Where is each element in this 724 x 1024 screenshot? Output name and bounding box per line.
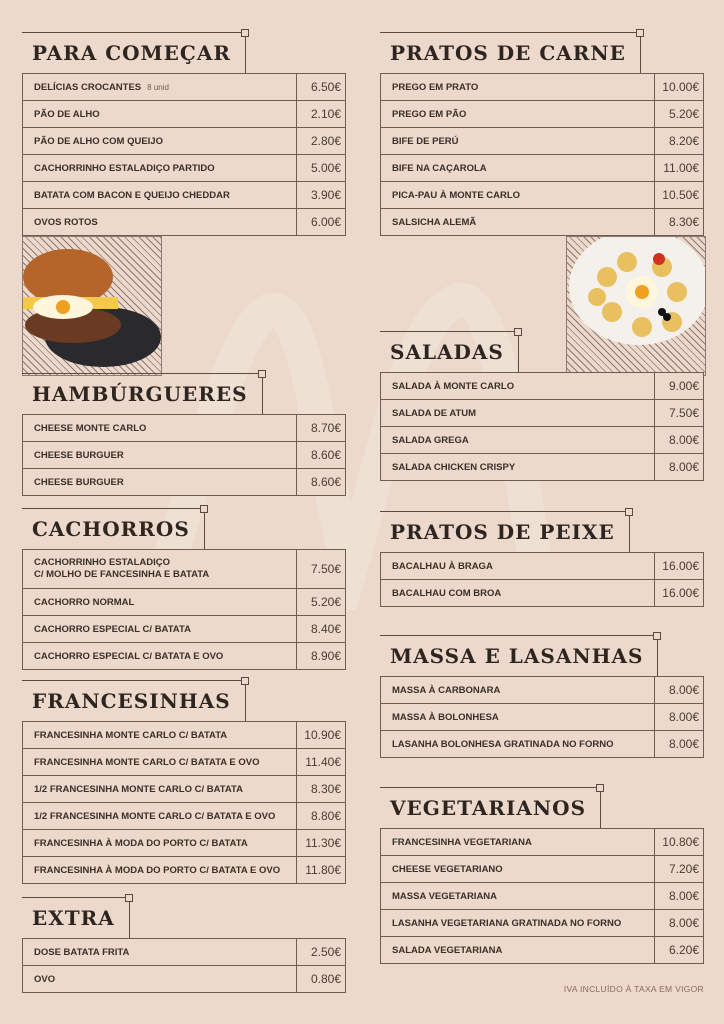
section-title: MASSA E LASANHAS xyxy=(390,644,644,668)
item-name: PÃO DE ALHO COM QUEIJO xyxy=(34,135,163,147)
menu-item-price: 9.00€ xyxy=(655,373,704,400)
menu-table xyxy=(22,938,346,993)
section-title: EXTRA xyxy=(32,906,115,930)
menu-item-name xyxy=(23,857,297,884)
section-extra xyxy=(22,897,346,993)
item-name: 1/2 FRANCESINHA MONTE CARLO C/ BATATA E OVO xyxy=(34,810,276,822)
menu-item-price: 3.90€ xyxy=(297,182,346,209)
item-name: OVOS ROTOS xyxy=(34,216,98,228)
menu-item-name xyxy=(381,677,655,704)
menu-item-row xyxy=(381,454,704,481)
item-name: FRANCESINHA MONTE CARLO C/ BATATA E OVO xyxy=(34,756,260,768)
menu-table xyxy=(380,828,704,964)
section-title: VEGETARIANOS xyxy=(390,796,587,820)
menu-item-price: 8.90€ xyxy=(297,643,346,670)
section-title: CACHORROS xyxy=(32,517,190,541)
menu-item-row xyxy=(23,966,346,993)
section-title: HAMBÚRGUERES xyxy=(32,382,248,406)
item-name: SALSICHA ALEMÃ xyxy=(392,216,477,228)
section-vegetarianos xyxy=(380,787,704,964)
menu-item-name xyxy=(381,829,655,856)
item-name: MASSA VEGETARIANA xyxy=(392,890,498,902)
corner-square-ornament xyxy=(636,29,644,37)
item-name: CACHORRO NORMAL xyxy=(34,596,135,608)
corner-square-ornament xyxy=(241,29,249,37)
section-title: PRATOS DE CARNE xyxy=(390,41,626,65)
menu-item-name xyxy=(381,209,655,236)
menu-item-name xyxy=(23,776,297,803)
menu-item-name xyxy=(23,722,297,749)
menu-item-name xyxy=(23,182,297,209)
corner-square-ornament xyxy=(125,894,133,902)
menu-item-row xyxy=(23,209,346,236)
corner-square-ornament xyxy=(596,784,604,792)
menu-item-name xyxy=(23,966,297,993)
menu-item-price: 8.30€ xyxy=(655,209,704,236)
section-title-box xyxy=(380,511,630,552)
menu-item-price: 7.50€ xyxy=(297,550,346,589)
item-name: FRANCESINHA À MODA DO PORTO C/ BATATA E OVO xyxy=(34,864,281,876)
menu-item-price: 8.70€ xyxy=(297,415,346,442)
menu-item-row xyxy=(23,749,346,776)
menu-item-row xyxy=(381,580,704,607)
menu-item-price: 11.00€ xyxy=(655,155,704,182)
menu-item-name xyxy=(381,155,655,182)
item-name: SALADA CHICKEN CRISPY xyxy=(392,461,516,473)
item-name: CHEESE BURGUER xyxy=(34,476,124,488)
section-title-box xyxy=(380,635,658,676)
menu-item-price: 7.50€ xyxy=(655,400,704,427)
item-name: SALADA VEGETARIANA xyxy=(392,944,503,956)
section-title: PRATOS DE PEIXE xyxy=(390,520,615,544)
menu-item-price: 16.00€ xyxy=(655,553,704,580)
menu-item-price: 10.80€ xyxy=(655,829,704,856)
menu-item-name xyxy=(23,415,297,442)
menu-item-row xyxy=(381,829,704,856)
menu-item-price: 6.50€ xyxy=(297,74,346,101)
menu-item-name xyxy=(23,939,297,966)
menu-table xyxy=(380,372,704,481)
menu-item-row xyxy=(381,677,704,704)
menu-item-row xyxy=(381,182,704,209)
section-pratos-peixe xyxy=(380,511,704,607)
menu-item-price: 0.80€ xyxy=(297,966,346,993)
menu-item-price: 8.60€ xyxy=(297,469,346,496)
section-title: PARA COMEÇAR xyxy=(32,41,231,65)
menu-item-row xyxy=(381,155,704,182)
menu-item-name xyxy=(23,643,297,670)
item-name: MASSA À CARBONARA xyxy=(392,684,501,696)
menu-item-price: 11.80€ xyxy=(297,857,346,884)
menu-item-row xyxy=(381,553,704,580)
menu-item-name xyxy=(381,883,655,910)
section-title-box xyxy=(22,373,263,414)
menu-item-row xyxy=(381,731,704,758)
menu-item-name xyxy=(381,704,655,731)
section-massa xyxy=(380,635,704,758)
menu-item-name xyxy=(381,937,655,964)
menu-item-price: 8.40€ xyxy=(297,616,346,643)
menu-item-name xyxy=(381,454,655,481)
corner-square-ornament xyxy=(514,328,522,336)
section-title-box xyxy=(22,897,130,938)
menu-table xyxy=(380,73,704,236)
section-cachorros xyxy=(22,508,346,670)
menu-item-price: 8.00€ xyxy=(655,883,704,910)
vat-note: IVA INCLUÍDO À TAXA EM VIGOR xyxy=(563,984,704,994)
menu-item-name xyxy=(381,580,655,607)
section-title-box xyxy=(22,680,246,721)
menu-item-row xyxy=(381,101,704,128)
item-name: PREGO EM PÃO xyxy=(392,108,467,120)
menu-item-price: 6.00€ xyxy=(297,209,346,236)
menu-item-row xyxy=(381,937,704,964)
item-name: CACHORRO ESPECIAL C/ BATATA E OVO xyxy=(34,650,224,662)
menu-item-name xyxy=(23,803,297,830)
menu-item-name xyxy=(23,589,297,616)
section-para-comecar xyxy=(22,32,346,236)
section-title-box xyxy=(22,32,246,73)
item-name: CACHORRO ESPECIAL C/ BATATA xyxy=(34,623,191,635)
menu-item-row xyxy=(381,910,704,937)
menu-item-row xyxy=(381,704,704,731)
item-name: FRANCESINHA MONTE CARLO C/ BATATA xyxy=(34,729,228,741)
section-title-box xyxy=(380,32,641,73)
menu-item-row xyxy=(23,155,346,182)
menu-item-price: 11.40€ xyxy=(297,749,346,776)
item-name: PÃO DE ALHO xyxy=(34,108,100,120)
menu-item-price: 2.50€ xyxy=(297,939,346,966)
menu-item-price: 11.30€ xyxy=(297,830,346,857)
item-name: BACALHAU À BRAGA xyxy=(392,560,493,572)
section-title: SALADAS xyxy=(390,340,504,364)
item-name: MASSA À BOLONHESA xyxy=(392,711,499,723)
menu-item-price: 2.10€ xyxy=(297,101,346,128)
menu-table xyxy=(22,414,346,496)
menu-item-price: 5.20€ xyxy=(297,589,346,616)
menu-item-price: 8.00€ xyxy=(655,454,704,481)
menu-item-row xyxy=(23,722,346,749)
item-name: BACALHAU COM BROA xyxy=(392,587,502,599)
menu-item-row xyxy=(23,128,346,155)
item-name: BIFE NA CAÇAROLA xyxy=(392,162,487,174)
item-name: BIFE DE PERÚ xyxy=(392,135,459,147)
menu-item-price: 8.80€ xyxy=(297,803,346,830)
menu-item-name xyxy=(23,469,297,496)
item-name: SALADA DE ATUM xyxy=(392,407,477,419)
item-name: OVO xyxy=(34,973,56,985)
item-name: SALADA À MONTE CARLO xyxy=(392,380,515,392)
menu-item-price: 7.20€ xyxy=(655,856,704,883)
menu-item-name xyxy=(23,749,297,776)
menu-item-row xyxy=(381,128,704,155)
menu-item-name xyxy=(23,209,297,236)
item-name: DOSE BATATA FRITA xyxy=(34,946,130,958)
section-title: FRANCESINHAS xyxy=(32,689,231,713)
item-name: CACHORRINHO ESTALADIÇO xyxy=(34,557,170,568)
section-pratos-carne xyxy=(380,32,704,236)
menu-item-price: 2.80€ xyxy=(297,128,346,155)
menu-item-row xyxy=(23,442,346,469)
menu-item-name xyxy=(23,128,297,155)
menu-item-row xyxy=(23,469,346,496)
menu-item-row xyxy=(23,182,346,209)
menu-table xyxy=(22,721,346,884)
section-saladas xyxy=(380,331,704,481)
item-name: LASANHA BOLONHESA GRATINADA NO FORNO xyxy=(392,738,614,750)
menu-table xyxy=(380,676,704,758)
item-name-line2: C/ MOLHO DE FANCESINHA E BATATA xyxy=(34,569,210,580)
menu-item-price: 8.00€ xyxy=(655,910,704,937)
item-name: PREGO EM PRATO xyxy=(392,81,479,93)
menu-item-name xyxy=(23,74,297,101)
menu-item-name xyxy=(23,101,297,128)
menu-item-row xyxy=(23,643,346,670)
item-name: CACHORRINHO ESTALADIÇO PARTIDO xyxy=(34,162,215,174)
menu-item-price: 10.00€ xyxy=(655,74,704,101)
menu-table xyxy=(380,552,704,607)
corner-square-ornament xyxy=(258,370,266,378)
menu-item-row xyxy=(381,856,704,883)
section-hamburgueres xyxy=(22,373,346,496)
menu-item-row xyxy=(381,373,704,400)
menu-item-row xyxy=(23,776,346,803)
item-name: CHEESE VEGETARIANO xyxy=(392,863,503,875)
item-name: PICA-PAU À MONTE CARLO xyxy=(392,189,521,201)
menu-item-name xyxy=(23,830,297,857)
menu-item-name xyxy=(23,550,297,589)
item-name: FRANCESINHA À MODA DO PORTO C/ BATATA xyxy=(34,837,248,849)
menu-item-name xyxy=(381,553,655,580)
menu-item-name xyxy=(381,910,655,937)
section-francesinhas xyxy=(22,680,346,884)
menu-item-row xyxy=(381,400,704,427)
corner-square-ornament xyxy=(200,505,208,513)
menu-item-name xyxy=(23,155,297,182)
menu-item-price: 8.00€ xyxy=(655,427,704,454)
corner-square-ornament xyxy=(625,508,633,516)
section-title-box xyxy=(22,508,205,549)
menu-item-row xyxy=(23,415,346,442)
item-name: BATATA COM BACON E QUEIJO CHEDDAR xyxy=(34,189,230,201)
menu-item-price: 10.50€ xyxy=(655,182,704,209)
menu-item-row xyxy=(23,550,346,589)
menu-item-price: 10.90€ xyxy=(297,722,346,749)
menu-item-row xyxy=(23,74,346,101)
menu-table xyxy=(22,73,346,236)
menu-item-row xyxy=(381,74,704,101)
burger-photo xyxy=(22,236,162,376)
item-name: DELÍCIAS CROCANTES xyxy=(34,81,142,93)
menu-item-price: 16.00€ xyxy=(655,580,704,607)
menu-item-name xyxy=(381,74,655,101)
menu-item-price: 8.00€ xyxy=(655,677,704,704)
menu-item-price: 8.20€ xyxy=(655,128,704,155)
menu-table xyxy=(22,549,346,670)
menu-item-price: 8.00€ xyxy=(655,731,704,758)
menu-item-name xyxy=(381,373,655,400)
item-name: FRANCESINHA VEGETARIANA xyxy=(392,836,532,848)
section-title-box xyxy=(380,787,601,828)
menu-item-name xyxy=(23,616,297,643)
menu-item-price: 5.20€ xyxy=(655,101,704,128)
item-name: 1/2 FRANCESINHA MONTE CARLO C/ BATATA xyxy=(34,783,243,795)
menu-item-row xyxy=(381,883,704,910)
menu-item-row xyxy=(23,803,346,830)
menu-item-row xyxy=(23,857,346,884)
menu-item-row xyxy=(23,589,346,616)
menu-item-name xyxy=(381,182,655,209)
item-name: CHEESE BURGUER xyxy=(34,449,124,461)
corner-square-ornament xyxy=(241,677,249,685)
menu-item-name xyxy=(381,128,655,155)
menu-item-name xyxy=(23,442,297,469)
item-name: CHEESE MONTE CARLO xyxy=(34,422,147,434)
item-note: 8 unid xyxy=(147,82,169,92)
item-name: LASANHA VEGETARIANA GRATINADA NO FORNO xyxy=(392,917,622,929)
menu-item-row xyxy=(23,830,346,857)
menu-item-price: 6.20€ xyxy=(655,937,704,964)
section-title-box xyxy=(380,331,519,372)
menu-item-row xyxy=(23,101,346,128)
menu-item-row xyxy=(23,939,346,966)
menu-item-price: 5.00€ xyxy=(297,155,346,182)
menu-item-price: 8.00€ xyxy=(655,704,704,731)
corner-square-ornament xyxy=(653,632,661,640)
menu-item-price: 8.60€ xyxy=(297,442,346,469)
menu-item-price: 8.30€ xyxy=(297,776,346,803)
menu-item-name xyxy=(381,427,655,454)
menu-item-row xyxy=(381,427,704,454)
menu-item-name xyxy=(381,856,655,883)
menu-item-name xyxy=(381,101,655,128)
menu-item-row xyxy=(23,616,346,643)
menu-item-name xyxy=(381,731,655,758)
item-name: SALADA GREGA xyxy=(392,434,469,446)
menu-item-name xyxy=(381,400,655,427)
menu-item-row xyxy=(381,209,704,236)
